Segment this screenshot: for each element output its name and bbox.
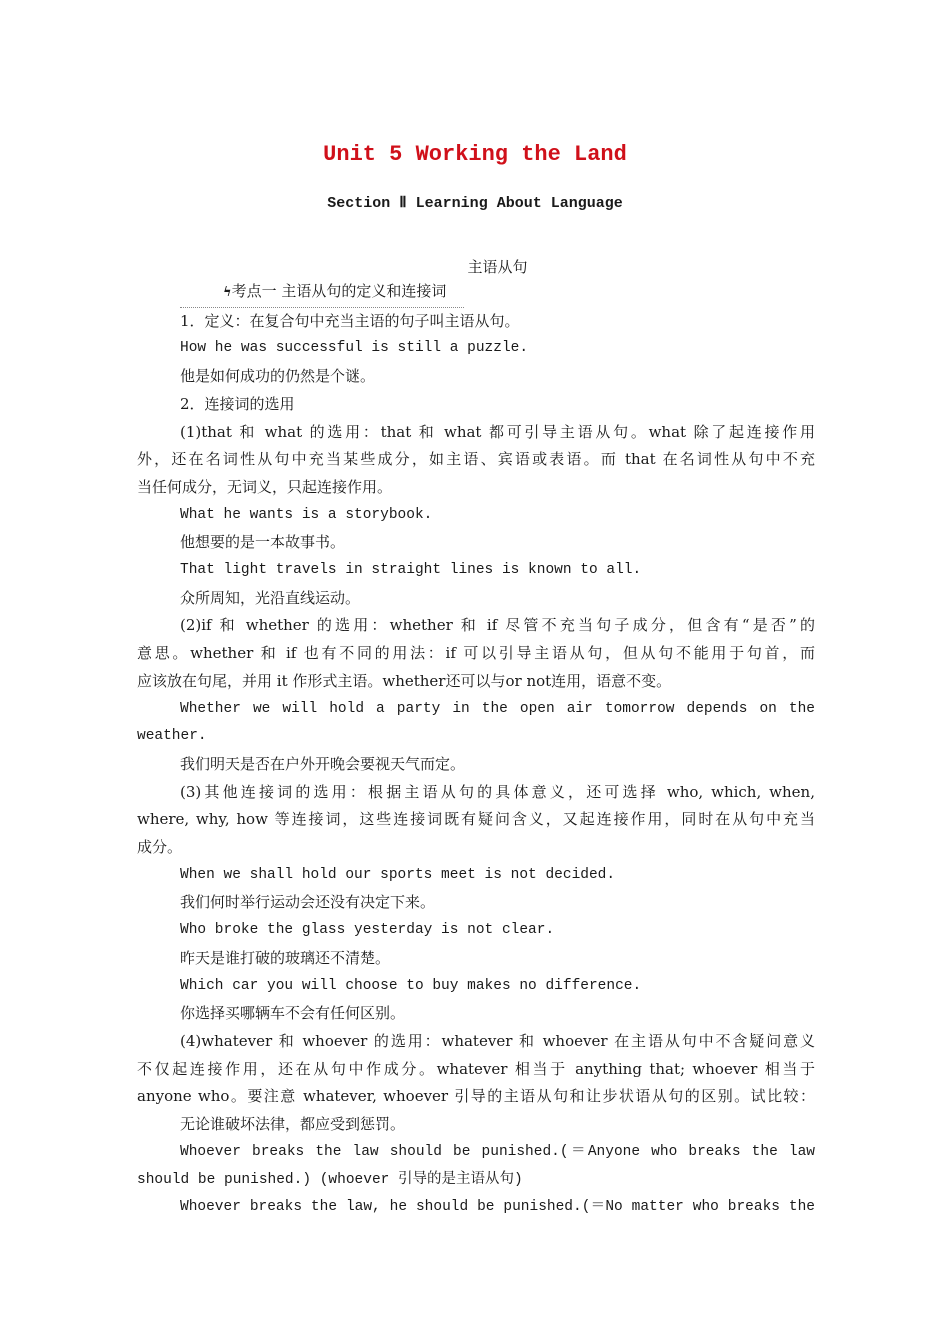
- example-chinese: 我们明天是否在户外开晚会要视天气而定。: [180, 754, 466, 773]
- kaodian-icon: ϟ: [223, 285, 232, 300]
- paragraph-line: (2)if 和 whether 的选用：whether 和 if 尽管不充当句子成分，但含有“是否”的: [180, 616, 815, 635]
- example-english: should be punished.) (whoever 引导的是主语从句): [137, 1171, 523, 1188]
- paragraph-line: where, why, how 等连接词，这些连接词既有疑问含义，又起连接作用，同时在从句中充当: [137, 810, 815, 829]
- example-chinese: 你选择买哪辆车不会有任何区别。: [180, 1004, 406, 1023]
- example-chinese: 我们何时举行运动会还没有决定下来。: [180, 893, 436, 912]
- kaodian-heading: [137, 278, 815, 308]
- paragraph-line: 意思。whether 和 if 也有不同的用法：if 可以引导主语从句，但从句不能用于句首，而: [137, 644, 815, 663]
- unit-title: Unit 5 Working the Land: [323, 142, 627, 167]
- example-chinese: 他是如何成功的仍然是个谜。: [180, 367, 376, 386]
- paragraph-line: (3)其他连接词的选用：根据主语从句的具体意义，还可选择 who, which, when,: [180, 782, 815, 801]
- example-chinese: 昨天是谁打破的玻璃还不清楚。: [180, 948, 391, 967]
- paragraph-line: 当任何成分，无词义，只起连接作用。: [137, 477, 393, 496]
- example-english: Whether we will hold a party in the open air tomorrow depends on the: [180, 700, 815, 717]
- paragraph-line: 应该放在句尾，并用 it 作形式主语。whether还可以与or not连用，语意不变。: [137, 671, 672, 690]
- example-english: How he was successful is still a puzzle.: [180, 340, 529, 357]
- paragraph-line: (4)whatever 和 whoever 的选用：whatever 和 whoever 在主语从句中不含疑问意义: [180, 1031, 815, 1050]
- example-english: Who broke the glass yesterday is not clear.: [180, 922, 555, 939]
- paragraph-line: (1)that 和 what 的选用：that 和 what 都可引导主语从句。what 除了起连接作用: [180, 422, 815, 441]
- example-english: weather.: [137, 728, 207, 745]
- example-english: Which car you will choose to buy makes no difference.: [180, 977, 642, 994]
- example-english: When we shall hold our sports meet is not decided.: [180, 866, 616, 883]
- definition-paragraph: 1．定义：在复合句中充当主语的句子叫主语从句。: [180, 311, 520, 330]
- document-body: [137, 278, 815, 1222]
- paragraph-line: anyone who。要注意 whatever, whoever 引导的主语从句和让步状语从句的区别。试比较：: [137, 1087, 815, 1106]
- example-chinese: 他想要的是一本故事书。: [180, 533, 346, 552]
- kaodian-label: 考点一 主语从句的定义和连接词: [231, 282, 447, 300]
- example-chinese: 无论谁破坏法律，都应受到惩罚。: [180, 1115, 406, 1134]
- subheading: 2．连接词的选用: [180, 394, 295, 413]
- paragraph-line: 不仅起连接作用，还在从句中作成分。whatever 相当于 anything that; whoever 相当于: [137, 1059, 815, 1078]
- topic-heading: 主语从句: [467, 258, 528, 276]
- example-chinese: 众所周知，光沿直线运动。: [180, 588, 361, 607]
- example-english: Whoever breaks the law, he should be punished.(＝No matter who breaks the: [180, 1199, 815, 1216]
- paragraph-line: 外，还在名词性从句中充当某些成分，如主语、宾语或表语。而 that 在名词性从句中不充: [137, 450, 815, 469]
- section-title: Section Ⅱ Learning About Language: [327, 195, 623, 212]
- example-english: Whoever breaks the law should be punished.(＝Anyone who breaks the law: [180, 1143, 815, 1160]
- example-english: That light travels in straight lines is known to all.: [180, 562, 642, 579]
- paragraph-line: 成分。: [137, 838, 183, 857]
- example-english: What he wants is a storybook.: [180, 506, 433, 523]
